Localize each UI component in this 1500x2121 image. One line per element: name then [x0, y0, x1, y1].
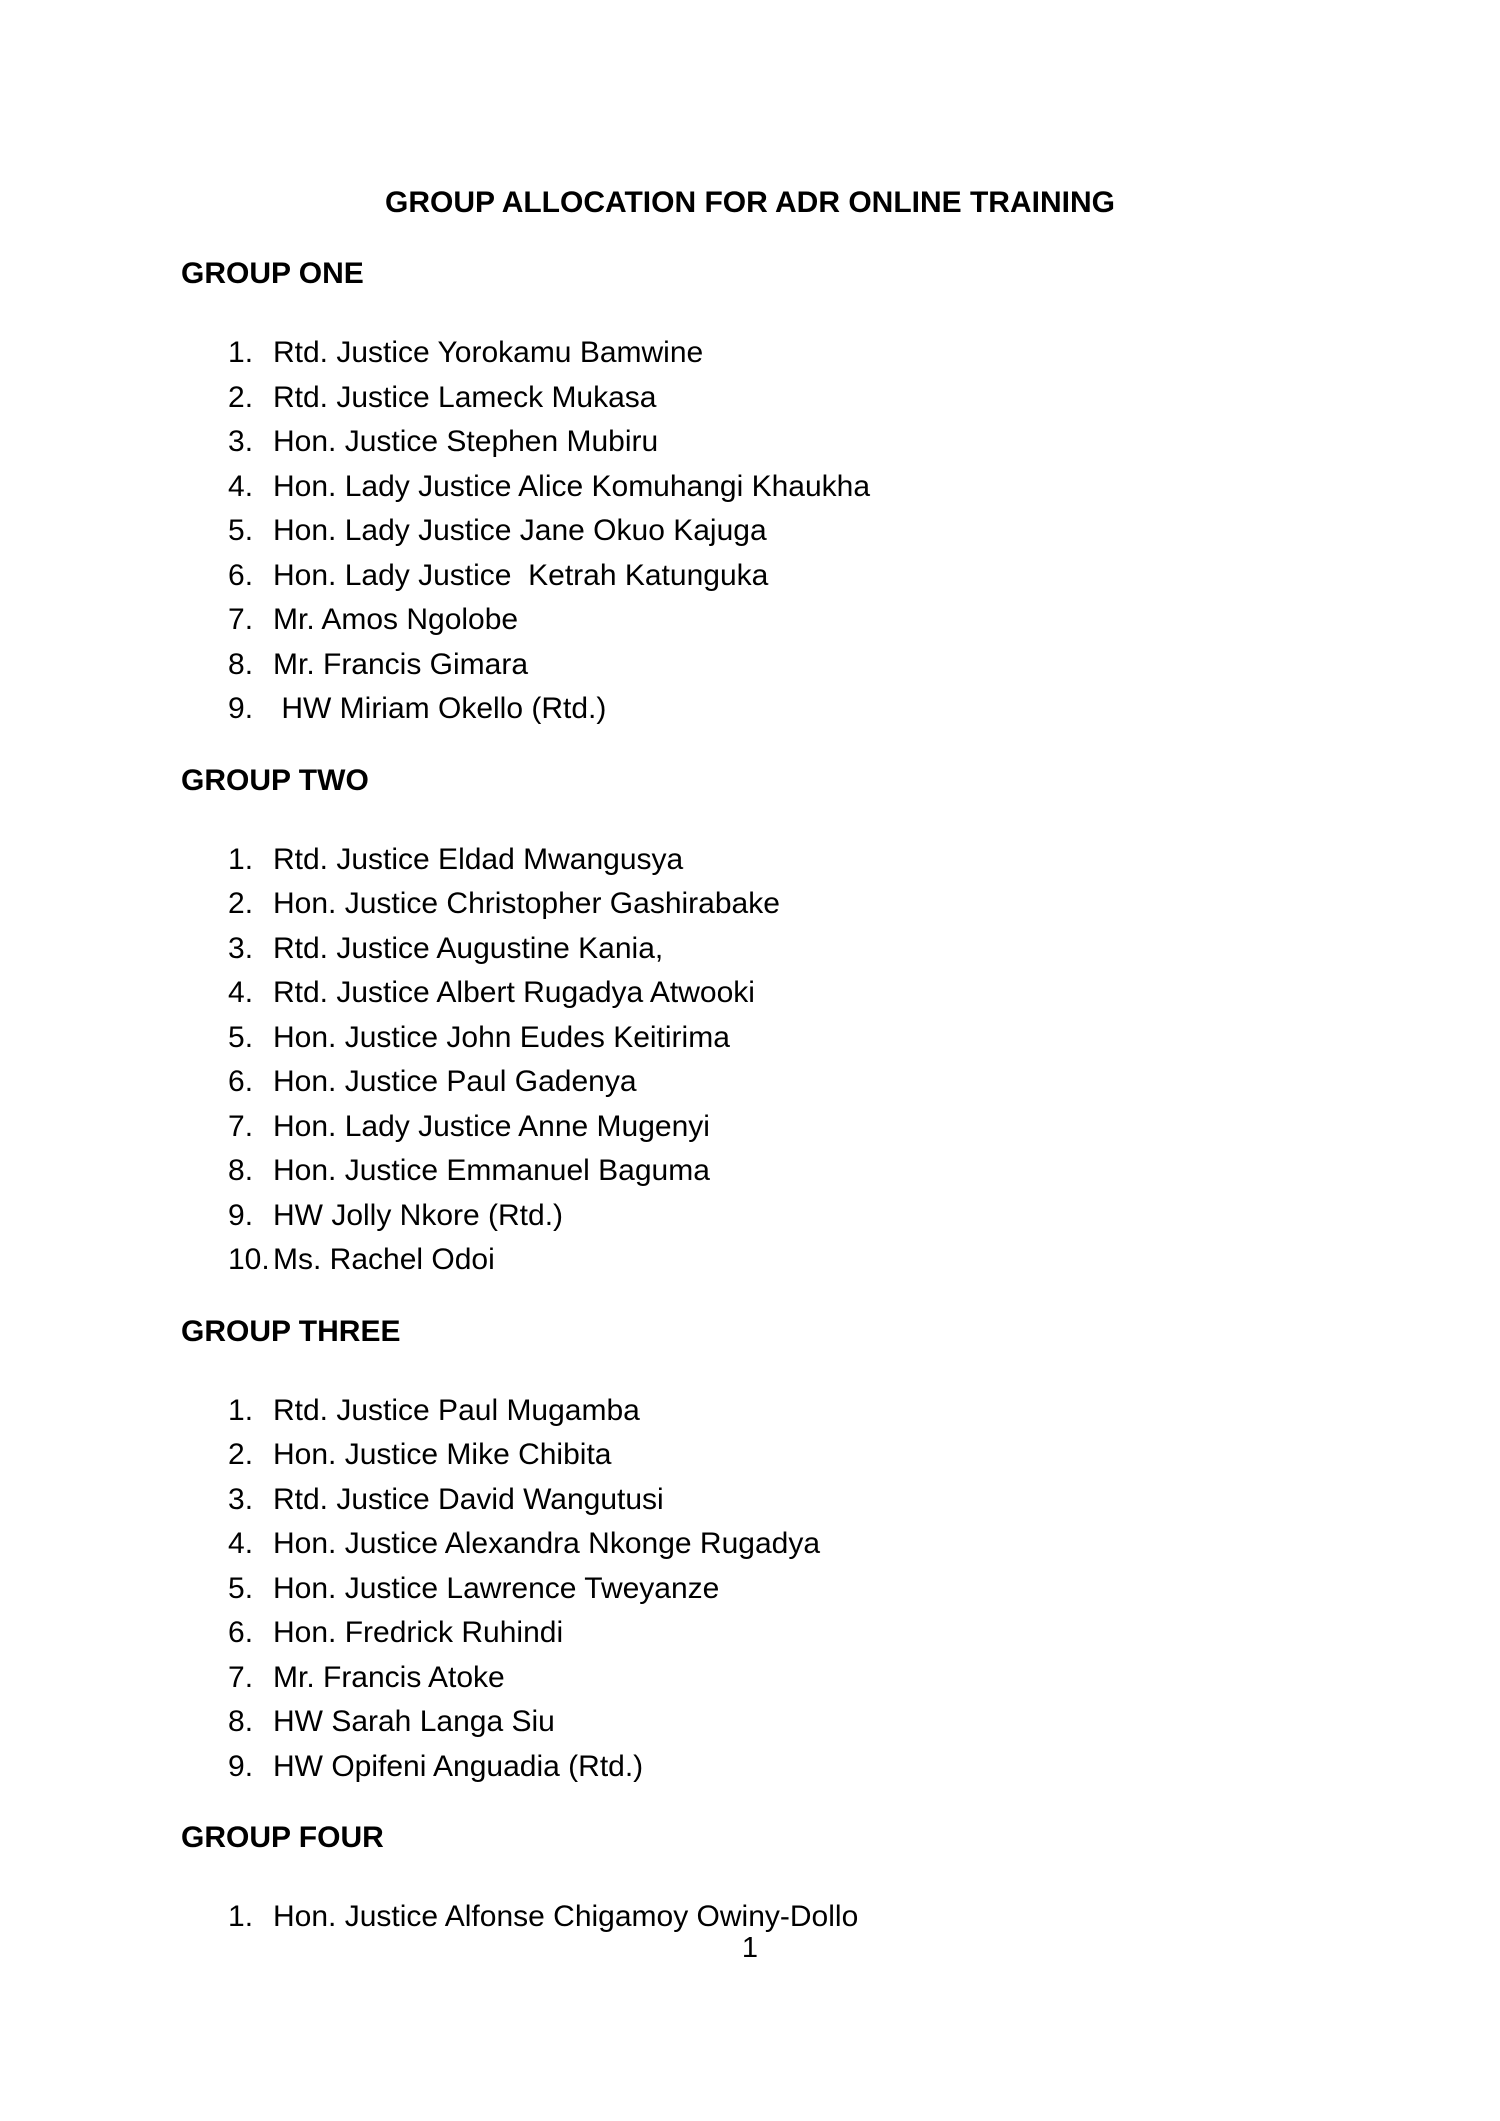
page-number: 1: [741, 1932, 759, 1964]
list-item: Mr. Francis Gimara: [273, 647, 529, 681]
group-four-section: [181, 1815, 1319, 1940]
list-item: Hon. Justice Stephen Mubiru: [273, 425, 659, 458]
group-two-section: [181, 758, 1319, 1283]
group-one-heading: GROUP ONE: [181, 257, 364, 290]
list-item: Hon. Lady Justice Jane Okuo Kajuga: [273, 514, 767, 547]
group-three-heading: GROUP THREE: [181, 1314, 401, 1348]
list-item: Rtd. Justice David Wangutusi: [273, 1482, 664, 1516]
document-title: GROUP ALLOCATION FOR ADR ONLINE TRAINING: [385, 186, 1115, 219]
list-item: Rtd. Justice Eldad Mwangusya: [273, 842, 684, 876]
list-item: Hon. Fredrick Ruhindi: [273, 1616, 564, 1649]
list-item: Hon. Lady Justice Alice Komuhangi Khaukha: [273, 469, 871, 503]
list-item: Hon. Justice John Eudes Keitirima: [273, 1020, 730, 1054]
list-item: Rtd. Justice Augustine Kania,: [273, 931, 664, 965]
list-item: Rtd. Justice Yorokamu Bamwine: [273, 336, 704, 369]
list-item: Hon. Justice Paul Gadenya: [273, 1065, 637, 1098]
group-two-list: [181, 838, 1319, 1283]
list-item: Mr. Amos Ngolobe: [273, 603, 519, 636]
list-item: Rtd. Justice Paul Mugamba: [273, 1393, 640, 1427]
list-item: HW Jolly Nkore (Rtd.): [273, 1198, 564, 1232]
group-three-list: [181, 1389, 1319, 1790]
list-item: Hon. Justice Christopher Gashirabake: [273, 887, 780, 920]
group-four-heading: GROUP FOUR: [181, 1821, 384, 1854]
group-three-section: [181, 1309, 1319, 1790]
list-item: Hon. Lady Justice Anne Mugenyi: [273, 1109, 710, 1143]
list-item: Hon. Justice Alexandra Nkonge Rugadya: [273, 1527, 821, 1560]
list-item: Rtd. Justice Albert Rugadya Atwooki: [273, 976, 755, 1009]
list-item: Hon. Justice Alfonse Chigamoy Owiny-Dollo: [273, 1900, 859, 1933]
list-item: HW Miriam Okello (Rtd.): [273, 692, 607, 725]
list-item: Hon. Justice Emmanuel Baguma: [273, 1154, 710, 1187]
list-item: Hon. Justice Lawrence Tweyanze: [273, 1571, 720, 1605]
list-item: HW Sarah Langa Siu: [273, 1705, 555, 1738]
list-item: Mr. Francis Atoke: [273, 1660, 505, 1694]
group-one-section: [181, 251, 1319, 732]
list-item: Hon. Lady Justice Ketrah Katunguka: [273, 558, 769, 592]
group-one-list: [181, 331, 1319, 732]
list-item: HW Opifeni Anguadia (Rtd.): [273, 1749, 644, 1783]
list-item: Hon. Justice Mike Chibita: [273, 1438, 612, 1471]
list-item: Ms. Rachel Odoi: [273, 1243, 495, 1276]
list-item: Rtd. Justice Lameck Mukasa: [273, 380, 657, 414]
group-two-heading: GROUP TWO: [181, 763, 369, 797]
